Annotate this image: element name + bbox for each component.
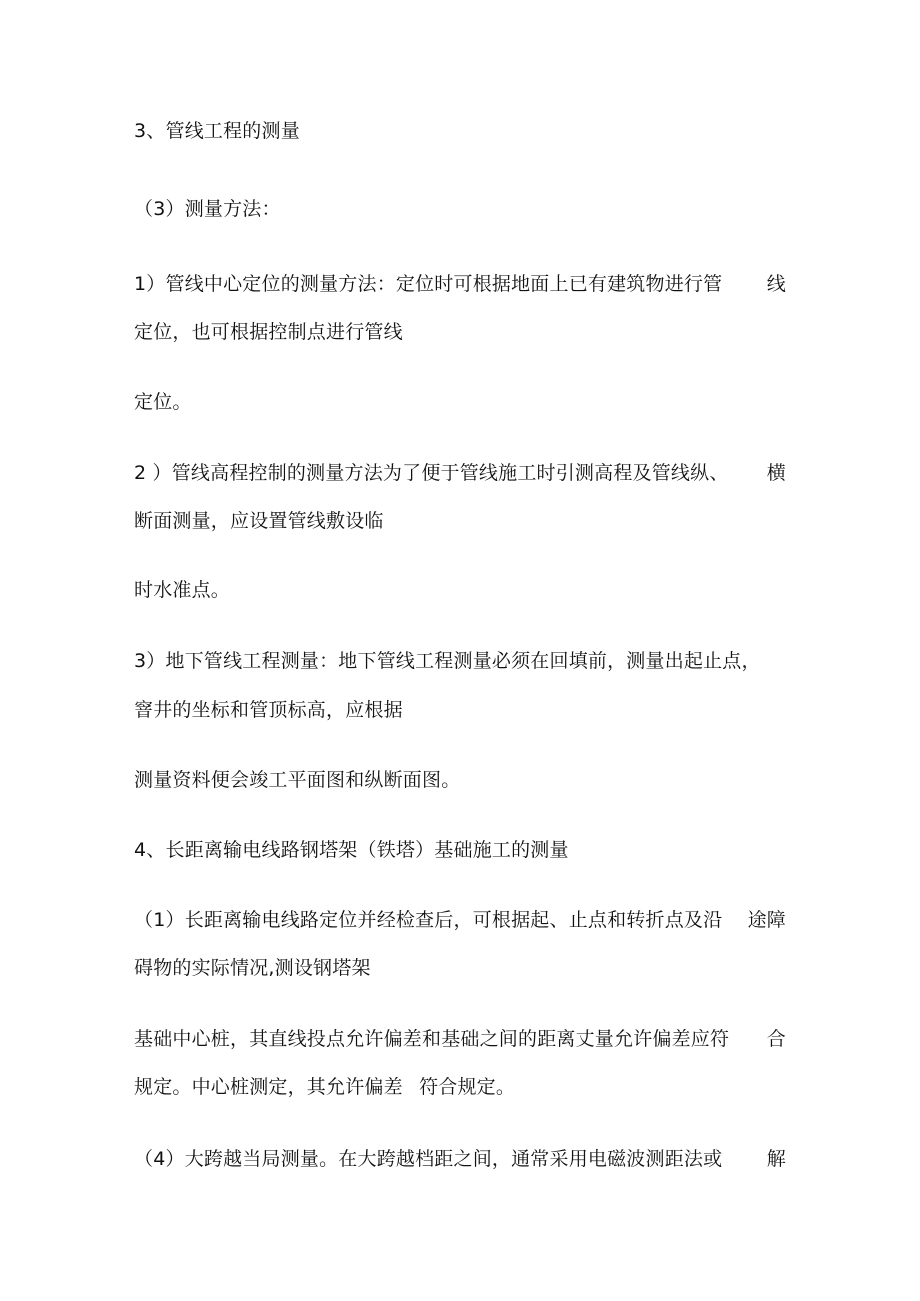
text-line: （4）大跨越当局测量。在大跨越档距之间，通常采用电磁波测距法或 bbox=[134, 1148, 723, 1170]
text-line: 规定。中心桩测定，其允许偏差 bbox=[134, 1076, 403, 1098]
paragraph-2-line-2 bbox=[134, 508, 794, 534]
section-heading-3 bbox=[134, 118, 794, 144]
text-line: 符合规定。 bbox=[419, 1076, 516, 1098]
paragraph-2-line-1 bbox=[134, 460, 786, 486]
paragraph-1-line-3 bbox=[134, 389, 794, 415]
paragraph-4-line-2 bbox=[134, 955, 794, 981]
paragraph-3-line-2 bbox=[134, 697, 794, 723]
text-line: 1）管线中心定位的测量方法：定位时可根据地面上已有建筑物进行管 bbox=[134, 273, 723, 295]
text-line: 窨井的坐标和管顶标高，应根据 bbox=[134, 699, 403, 721]
text-line: 定位，也可根据控制点进行管线 bbox=[134, 321, 403, 343]
paragraph-1-line-2 bbox=[134, 319, 794, 345]
paragraph-2-line-3 bbox=[134, 577, 794, 603]
paragraph-3-line-3 bbox=[134, 767, 794, 793]
paragraph-6-line-1 bbox=[134, 1146, 786, 1172]
text-line: 3、管线工程的测量 bbox=[134, 120, 300, 142]
text-line: 合 bbox=[766, 1028, 786, 1050]
paragraph-5-line-2 bbox=[134, 1074, 794, 1100]
text-line: 碍物的实际情况,测设钢塔架 bbox=[134, 957, 371, 979]
paragraph-3-line-1 bbox=[134, 648, 794, 674]
text-line: 4、长距离输电线路钢塔架（铁塔）基础施工的测量 bbox=[134, 839, 569, 861]
text-line: 定位。 bbox=[134, 391, 192, 413]
text-line: 2 ）管线高程控制的测量方法为了便于管线施工时引测高程及管线纵、 bbox=[134, 462, 729, 484]
text-line: 线 bbox=[766, 273, 786, 295]
paragraph-4-line-1 bbox=[134, 907, 786, 933]
text-line: 横 bbox=[766, 462, 786, 484]
paragraph-5-line-1 bbox=[134, 1026, 786, 1052]
paragraph-1-line-1 bbox=[134, 271, 786, 297]
subheading-measure-methods bbox=[134, 196, 794, 222]
section-heading-4 bbox=[134, 837, 794, 863]
text-line: 解 bbox=[766, 1148, 786, 1170]
text-line: 3）地下管线工程测量：地下管线工程测量必须在回填前，测量出起止点， bbox=[134, 650, 761, 672]
text-line: 途障 bbox=[747, 909, 786, 931]
text-line: 时水准点。 bbox=[134, 579, 231, 601]
text-line: 基础中心桩，其直线投点允许偏差和基础之间的距离丈量允许偏差应符 bbox=[134, 1028, 730, 1050]
text-line: （3）测量方法： bbox=[134, 198, 281, 220]
text-line: 断面测量，应设置管线敷设临 bbox=[134, 510, 384, 532]
text-line: 测量资料便会竣工平面图和纵断面图。 bbox=[134, 769, 461, 791]
text-line: （1）长距离输电线路定位并经检查后，可根据起、止点和转折点及沿 bbox=[134, 909, 723, 931]
